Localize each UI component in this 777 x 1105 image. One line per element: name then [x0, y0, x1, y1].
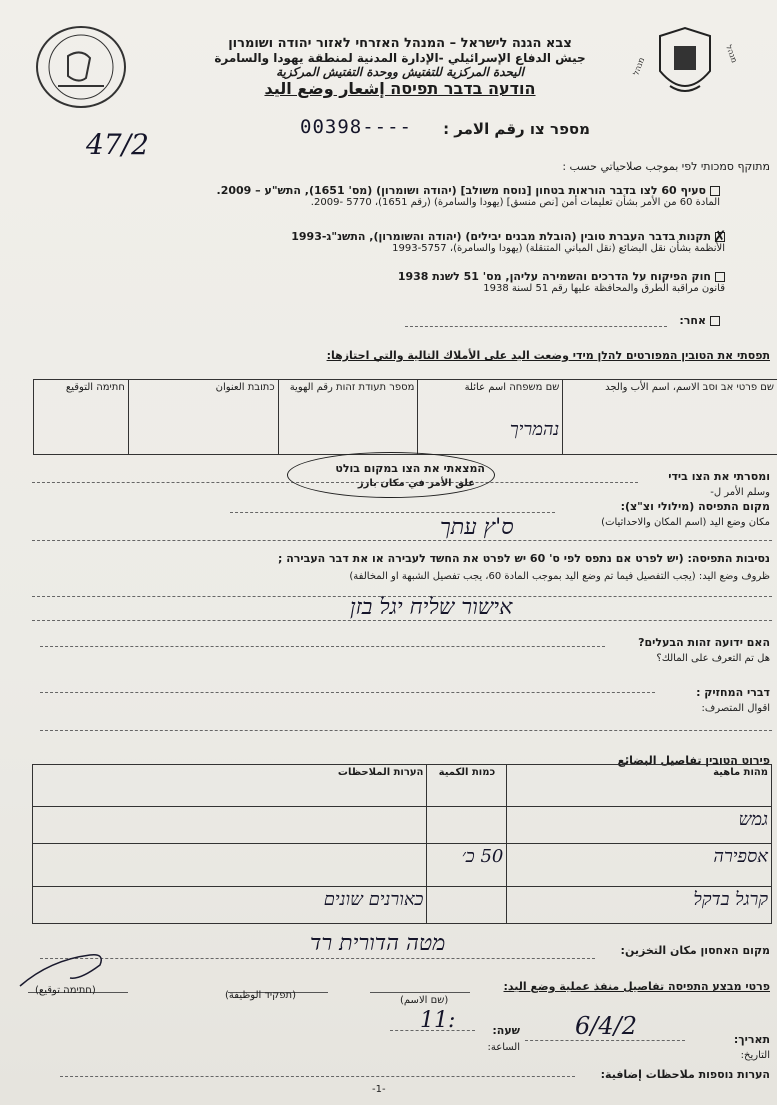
notes-line[interactable] — [60, 1076, 575, 1077]
posted-stamp — [287, 452, 495, 498]
owner-col-id: מספר תעודת זהות رقم الهوية — [278, 380, 418, 455]
option-4-he: אחר: — [679, 314, 706, 327]
goods-title: פירוט הטובין تفاصيل البضائع — [617, 754, 770, 767]
executor-name-caption: (שם الاسم) — [400, 995, 449, 1006]
margin-handwritten-note: 47/2 — [86, 128, 149, 161]
goods-row: כאורנים שונים קרגל בדקל — [33, 886, 772, 923]
stamp-text-1: המצאתי את הצו במקום בולט — [335, 462, 485, 475]
authority-line: מתוקף סמכותי לפי بموجب صلاحياتي حسب : — [562, 160, 770, 173]
option-3-he: חוק הפיקוח על הדרכים והשמירה עליהן, מס' 51 לשנת 1938 — [397, 270, 711, 283]
option-4-checkbox[interactable] — [710, 316, 720, 326]
svg-text:מנהל: מנהל — [724, 43, 739, 64]
place-label: מקום התפיסה (מילולי וצ"צ): — [620, 500, 770, 513]
notes-label: הערות נוספות ملاحظات إضافية: — [600, 1068, 770, 1081]
executor-signature-scribble-icon — [10, 950, 120, 990]
holder-line-2[interactable] — [40, 730, 772, 731]
place-line[interactable] — [230, 512, 555, 513]
date-label-ar: التاريخ: — [740, 1050, 770, 1061]
option-3-ar: قانون مراقبة الطرق والمحافظة عليها رقم 51 لسنة 1938 — [483, 283, 725, 294]
holder-line[interactable] — [40, 692, 655, 693]
place-value: ס'ץ עתך — [440, 515, 514, 540]
time-label: שעה: — [492, 1024, 520, 1037]
header-line-3: اليحدة المركزية للتفتيش ووحدة التفتيش المركزية — [276, 65, 524, 79]
owners-known-label-ar: هل تم التعرف على المالك؟ — [656, 653, 770, 664]
circumstances-line-2[interactable] — [32, 620, 772, 621]
storage-label: מקום האחסון مكان التخزين: — [620, 944, 770, 957]
option-1-ar: المادة 60 من الأمر بشأن تعليمات أمن [نص منسق] (يهودا والسامرة) (رقم 1651)، 5770 -2009. — [310, 197, 720, 208]
handed-label-ar: وسلم الأمر ل- — [710, 487, 770, 498]
header — [200, 36, 600, 98]
executor-role-caption: (תפקיד الوظيفة) — [225, 990, 296, 1001]
place-label-ar: مكان وضع اليد (اسم المكان والاحداثيات) — [601, 517, 770, 528]
seized-from-label: תפסתי את הטובין המפורטים להלן מידי وضعت اليد على الأملاك التالية والتي احتازها: — [326, 349, 770, 362]
option-2-he: תקנות בדבר העברת טובין (הובלת מבנים יבילים) (יהודה והשומרון), התשנ"ג-1993 — [291, 230, 711, 243]
page-number: -1- — [372, 1084, 386, 1095]
header-line-1: צבא הגנה לישראל – המנהל האזרחי לאזור יהודה ושומרון — [228, 36, 572, 51]
handed-label: ומסרתי את הצו בידי — [668, 470, 770, 483]
goods-col-type: מהות ماهية — [507, 765, 772, 807]
stamp-text-2: علق الأمر في مكان بارز — [357, 478, 475, 489]
holder-label-ar: اقوال المتصرف: — [701, 703, 770, 714]
goods-col-notes: הערות الملاحظات — [33, 765, 427, 807]
owners-known-line[interactable] — [40, 646, 605, 647]
circumstances-value: אישור שליח יגל בזן — [350, 595, 513, 620]
document-title: הודעה בדבר תפיסה إشعار وضع اليد — [264, 79, 536, 98]
svg-text:מנהל: מנהל — [631, 56, 647, 77]
owner-col-address: כתובת العنوان — [128, 380, 278, 455]
goods-table — [32, 764, 772, 924]
option-2-ar: الأنظمة بشأن نقل البضائع (نقل المباني المتنقلة) (يهودا والسامرة)، 5757-1993 — [392, 243, 725, 254]
storage-line[interactable] — [40, 958, 595, 959]
owner-col-firstname: שם פרטי אב וסב الاسم، اسم الأب والجد — [563, 380, 777, 455]
circumstances-label: נסיבות התפיסה: (יש לפרט אם נתפס לפי ס' 60 יש לפרט את החשד לעבירה או את דבר העבירה ; — [277, 552, 770, 565]
owner-table — [33, 379, 777, 455]
option-4-line[interactable] — [405, 326, 667, 327]
option-2 — [230, 227, 727, 254]
date-line[interactable] — [525, 1040, 685, 1041]
time-label-ar: الساعة: — [487, 1042, 520, 1053]
executor-name-line[interactable] — [370, 992, 470, 993]
owner-col-signature: חתימה التوقيع — [34, 380, 129, 455]
owner-col-lastname: שם משפחה اسم عائلة נהמריך — [418, 380, 563, 455]
owners-known-label: האם ידועה זהות הבעלים? — [638, 636, 770, 649]
date-value: 6/4/2 — [575, 1012, 637, 1040]
goods-col-qty: כמות الكمية — [427, 765, 507, 807]
circumstances-label-ar: ظروف وضع اليد: (يجب التفصيل فيما تم وضع اليد بموجب المادة 60، يجب تفصيل الشبهة او المخالفة) — [349, 571, 770, 582]
goods-row: 50 כ׳ אספירה — [33, 844, 772, 886]
date-label: תאריך: — [733, 1033, 770, 1046]
option-3-checkbox[interactable] — [715, 272, 725, 282]
goods-row: גמש — [33, 807, 772, 844]
option-1-he: סעיף 60 לצו בדבר הוראות בטחון [נוסח משולב] (יהודה ושומרון) (מס' 1651), התש"ע – 2009. — [216, 184, 706, 197]
time-value: 11: — [420, 1008, 456, 1033]
order-number-value: 00398---- — [300, 116, 412, 138]
owner-lastname-value: נהמריך — [509, 419, 560, 440]
place-line-2[interactable] — [32, 540, 772, 541]
idf-emblem-icon — [630, 16, 740, 112]
civil-administration-seal-icon — [36, 26, 126, 108]
header-line-2: جيش الدفاع الإسرائيلي -الإدارة المدنية لمنطقة يهودا والسامرة — [214, 51, 586, 65]
storage-value: מטה הדורית רד — [310, 931, 446, 956]
option-3 — [330, 270, 725, 294]
holder-label: דברי המחזיק : — [696, 686, 770, 699]
order-number-label: מספר צו رقم الامر : — [443, 120, 590, 138]
executor-label: פרטי מבצע התפיסה تفاصيل منفذ عملية وضع اليد: — [503, 980, 770, 993]
option-2-checkbox[interactable]: ✗ — [713, 227, 727, 246]
executor-signature-caption: (חתימה توقيع) — [35, 985, 96, 996]
option-1-checkbox[interactable] — [710, 186, 720, 196]
option-1 — [180, 184, 720, 208]
